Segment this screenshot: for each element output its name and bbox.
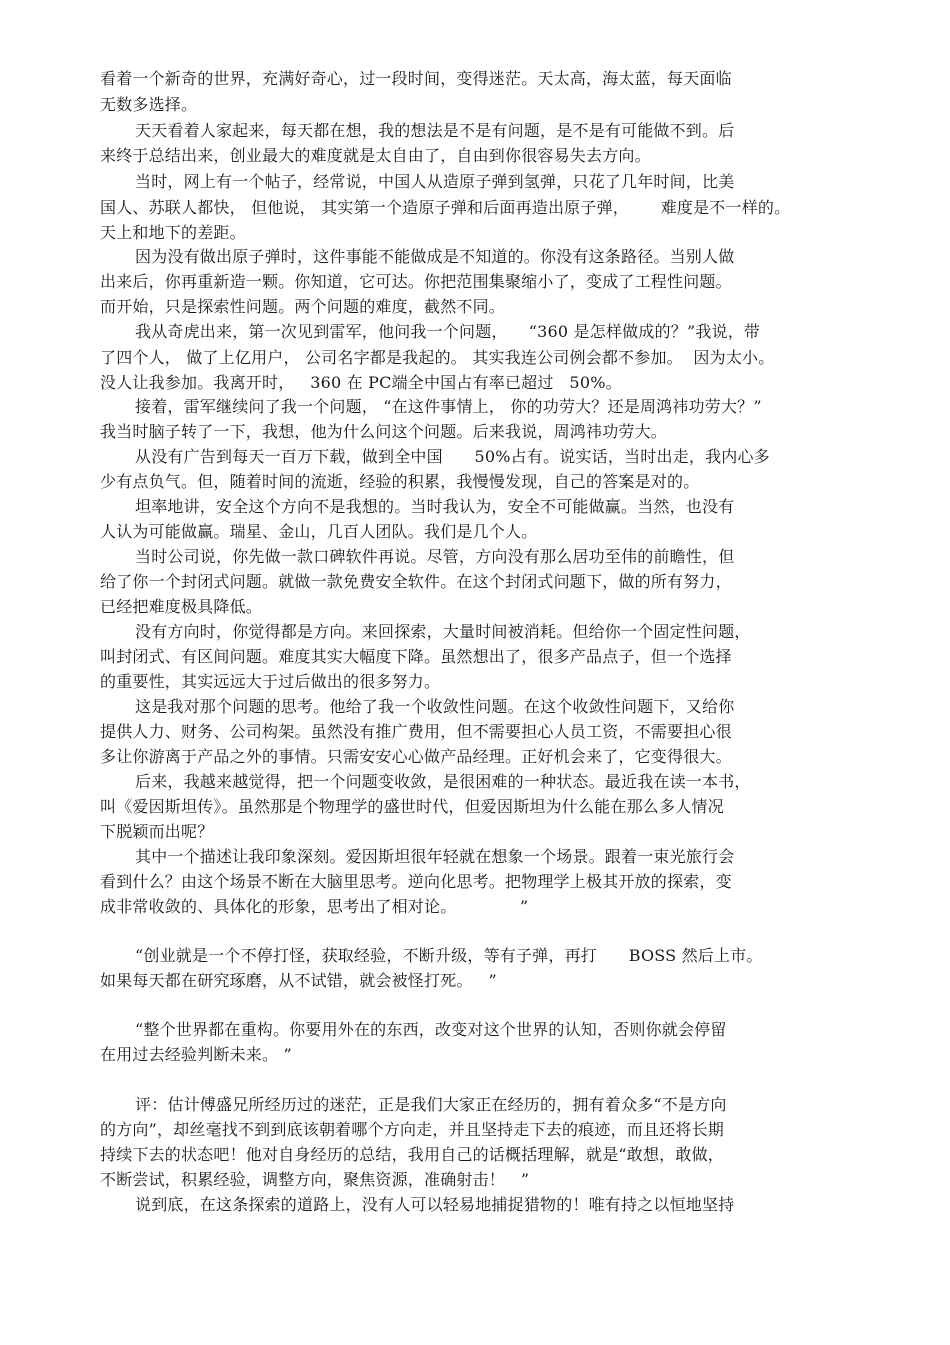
quote-line: 在用过去经验判断未来。 ” [100,1045,292,1064]
text-line: 接着，雷军继续问了我一个问题， “在这件事情上， 你的功劳大？还是周鸿祎功劳大？” [135,397,762,416]
text-line: 国人、苏联人都快， 但他说， 其实第一个造原子弹和后面再造出原子弹， 难度是不一样的。 [100,198,791,217]
text-line: 天上和地下的差距。 [100,223,246,242]
text-line: 少有点负气。但，随着时间的流逝，经验的积累，我慢慢发现，自己的答案是对的。 [100,472,700,491]
comment-line: 不断尝试，积累经验，调整方向，聚焦资源，准确射击！ ” [100,1170,530,1189]
text-line: 从没有广告到每天一百万下载，做到全中国 50%占有。说实话，当时出走，我内心多 [135,447,770,466]
text-line: 当时，网上有一个帖子，经常说，中国人从造原子弹到氢弹，只花了几年时间，比美 [135,172,735,191]
text-line: 叫《爱因斯坦传》。虽然那是个物理学的盛世时代，但爱因斯坦为什么能在那么多人情况 [100,797,724,816]
text-line: 叫封闭式、有区间问题。难度其实大幅度下降。虽然想出了，很多产品点子，但一个选择 [100,647,732,666]
comment-line: 说到底，在这条探索的道路上，没有人可以轻易地捕捉猎物的！唯有持之以恒地坚持 [135,1195,735,1214]
text-line: 看着一个新奇的世界，充满好奇心，过一段时间，变得迷茫。天太高，海太蓝，每天面临 [100,69,732,88]
text-line: 坦率地讲，安全这个方向不是我想的。当时我认为，安全不可能做赢。当然，也没有 [135,497,735,516]
text-line: 这是我对那个问题的思考。他给了我一个收敛性问题。在这个收敛性问题下，又给你 [135,697,735,716]
text-line: 天天看着人家起来，每天都在想，我的想法是不是有问题，是不是有可能做不到。后 [135,121,735,140]
quote-line: “创业就是一个不停打怪，获取经验，不断升级，等有子弹，再打 BOSS 然后上市。 [135,946,763,965]
text-line: 看到什么？由这个场景不断在大脑里思考。逆向化思考。把物理学上极其开放的探索，变 [100,872,732,891]
text-line: 人认为可能做赢。瑞星、金山，几百人团队。我们是几个人。 [100,522,538,541]
text-line: 了四个人， 做了上亿用户， 公司名字都是我起的。 其实我连公司例会都不参加。 因为太小。 [100,348,775,367]
text-line: 给了你一个封闭式问题。就做一款免费安全软件。在这个封闭式问题下，做的所有努力， [100,572,732,591]
text-line: 其中一个描述让我印象深刻。爱因斯坦很年轻就在想象一个场景。跟着一束光旅行会 [135,847,735,866]
text-line: 因为没有做出原子弹时，这件事能不能做成是不知道的。你没有这条路径。当别人做 [135,247,735,266]
quote-line: “整个世界都在重构。你要用外在的东西，改变对这个世界的认知，否则你就会停留 [135,1020,727,1039]
comment-line: 评：估计傅盛兄所经历过的迷茫，正是我们大家正在经历的，拥有着众多“不是方向 [135,1095,727,1114]
text-line: 已经把难度极具降低。 [100,597,263,616]
text-line: 多让你游离于产品之外的事情。只需安安心心做产品经理。正好机会来了，它变得很大。 [100,747,732,766]
text-line: 我从奇虎出来，第一次见到雷军，他问我一个问题， “360 是怎样做成的？”我说，带 [135,322,761,341]
text-line: 没有方向时，你觉得都是方向。来回探索，大量时间被消耗。但给你一个固定性问题， [135,622,751,641]
text-line: 无数多选择。 [100,95,198,114]
text-line: 来终于总结出来，创业最大的难度就是太自由了，自由到你很容易失去方向。 [100,146,651,165]
comment-line: 持续下去的状态吧！他对自身经历的总结，我用自己的话概括理解，就是“敢想，敢做， [100,1145,724,1164]
text-line: 而开始，只是探索性问题。两个问题的难度，截然不同。 [100,297,506,316]
text-line: 后来，我越来越觉得，把一个问题变收敛，是很困难的一种状态。最近我在读一本书， [135,772,751,791]
text-line: 我当时脑子转了一下，我想，他为什么问这个问题。后来我说，周鸿祎功劳大。 [100,422,668,441]
text-line: 成非常收敛的、具体化的形象，思考出了相对论。 ” [100,897,529,916]
text-line: 当时公司说，你先做一款口碑软件再说。尽管，方向没有那么居功至伟的前瞻性，但 [135,547,735,566]
text-line: 提供人力、财务、公司构架。虽然没有推广费用，但不需要担心人员工资，不需要担心很 [100,722,732,741]
text-line: 的重要性，其实远远大于过后做出的很多努力。 [100,672,441,691]
text-line: 出来后，你再重新造一颗。你知道，它可达。你把范围集聚缩小了，变成了工程性问题。 [100,272,732,291]
text-line: 下脱颖而出呢？ [100,822,214,841]
text-line: 没人让我参加。我离开时， 360 在 PC端全中国占有率已超过 50%。 [100,373,622,392]
comment-line: 的方向”，却丝毫找不到到底该朝着哪个方向走，并且坚持走下去的痕迹，而且还将长期 [100,1120,724,1139]
quote-line: 如果每天都在研究琢磨，从不试错，就会被怪打死。 ” [100,971,497,990]
